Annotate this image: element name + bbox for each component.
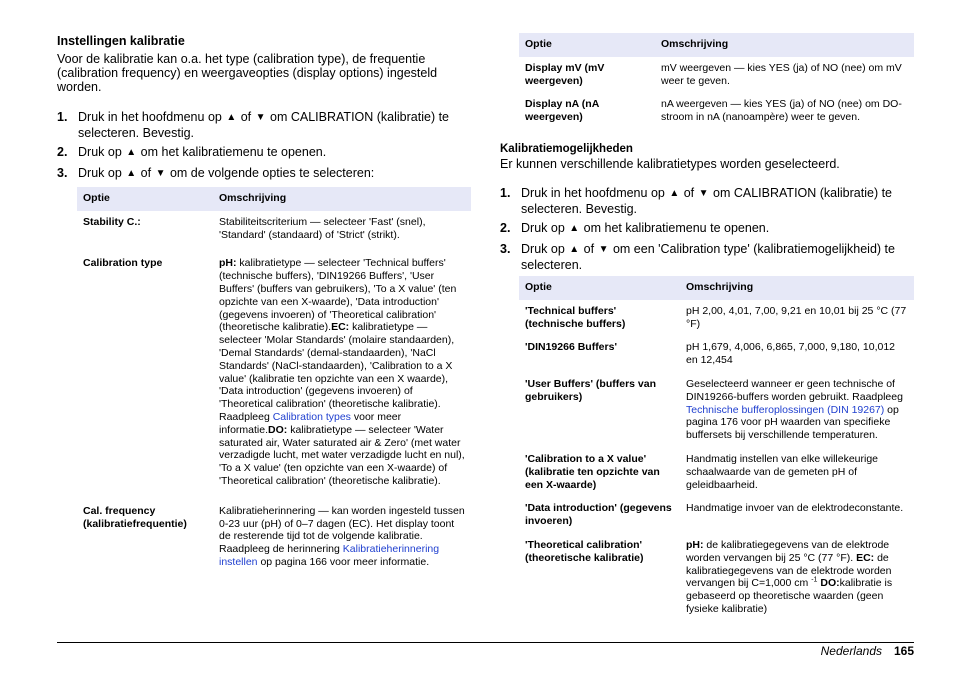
option-cell: Display nA (nA weergeven) [525, 98, 599, 124]
section-title: Instellingen kalibratie [57, 34, 185, 48]
footer-language: Nederlands [820, 644, 882, 658]
step-number: 2. [500, 221, 511, 235]
table-row [519, 300, 914, 337]
step-1: 1. Druk in het hoofdmenu op ▲ of ▼ om CALIBRATION (kalibratie) te selecteren. Bevestig. [57, 110, 450, 140]
table-row [519, 93, 914, 130]
header-description: Omschrijving [213, 187, 471, 211]
table-header-row [77, 187, 471, 211]
step-number: 3. [57, 166, 68, 180]
option-cell: 'Theoretical calibration' (theoretische kalibratie) [525, 538, 644, 564]
description-cell: Kalibratieherinnering — kan worden ingesteld tussen 0-23 uur (pH) of 0–7 dagen (EC). Het display toont de resterende tijd tot de volgende kalibratie. Raadpleeg de herinnering Kalibratieherinnering instellen op pagina 166 voor meer informatie. [219, 504, 465, 568]
option-cell: 'Calibration to a X value' (kalibratie ten opzichte van een X-waarde) [525, 452, 660, 491]
up-arrow-icon: ▲ [126, 168, 137, 179]
table-row [519, 534, 914, 622]
step-2: 2. Druk op ▲ om het kalibratiemenu te openen. [500, 221, 770, 235]
table-row [519, 497, 914, 534]
option-cell: Display mV (mV weergeven) [525, 61, 605, 87]
display-options-table [519, 33, 914, 130]
table-row [77, 247, 471, 493]
subsection-title: Kalibratiemogelijkheden [500, 143, 633, 155]
down-arrow-icon: ▼ [598, 244, 609, 255]
option-cell: Stability C.: [83, 215, 141, 228]
table-row [77, 211, 471, 248]
step-number: 3. [500, 242, 511, 256]
option-cell: Calibration type [83, 257, 163, 270]
intro-paragraph: Voor de kalibratie kan o.a. het type (calibration type), de frequentie (calibration frequency) en weergaveopties (display options) ingesteld worden. [57, 52, 438, 94]
up-arrow-icon: ▲ [126, 147, 137, 158]
technical-buffer-solutions-link[interactable]: Technische bufferoplossingen (DIN 19267) [686, 403, 885, 416]
table-row [519, 57, 914, 94]
description-cell: pH: de kalibratiegegevens van de elektrode worden vervangen bij 25 °C (77 °F). EC: de kalibratiegegevens van de elektrode worden vervangen bij C=1,000 cm $^{-1}$ DO:kalibratie is gebaseerd op theoretische waarden (geen fysieke kalibratie) [686, 538, 893, 615]
table-row [519, 448, 914, 497]
step-1: 1. Druk in het hoofdmenu op ▲ of ▼ om CALIBRATION (kalibratie) te selecteren. Bevestig. [500, 186, 893, 216]
header-description: Omschrijving [655, 33, 914, 57]
page-number: 165 [893, 644, 914, 658]
table-row [519, 373, 914, 448]
description-cell: mV weergeven — kies YES (ja) of NO (nee) om mV weer te geven. [661, 61, 902, 87]
step-3: 3. Druk op ▲ of ▼ om de volgende opties te selecteren: [57, 166, 375, 180]
description-cell: Handmatig instellen van elke willekeurige schaalwaarde van de gemeten pH of geleidbaarheid. [686, 452, 879, 491]
step-number: 1. [57, 110, 68, 124]
down-arrow-icon: ▼ [155, 168, 166, 179]
header-option: Optie [519, 33, 655, 57]
calibration-types-table [519, 276, 914, 622]
description-cell: nA weergeven — kies YES (ja) of NO (nee) om DO-stroom in nA (nanoampère) weer te geven. [661, 98, 902, 124]
description-cell: pH: kalibratietype — selecteer 'Technical buffers' (technische buffers), 'DIN19266 Buffers', 'User Buffers' (buffers van gebruikers), 'To a X value' (ten opzichte van een X-waarde), 'Data introduction' (gegevens invoeren) of 'Theoretical calibration' (theoretische kalibratie).EC: kalibratietype — selecteer 'Molar Standards' (molaire standaarden), 'Demal Standards' (demal-standaarden), 'NaCl Standards' (NaCl-standaarden), 'Calibration to a X value' (kalibratie ten opzichte van een X waarde), 'Data introduction' (gegevens invoeren) of 'Theoretical calibration' (theoretische kalibratie). Raadpleeg Calibration types voor meer informatie.DO: kalibratietype — selecteer 'Water saturated air, Water saturated air & Zero' (met water verzadigde lucht, met water verzadigde lucht en nul), 'To a X value' (ten opzichte van een X-waarde) of 'Theoretical calibration' (theoretische kalibratie). [219, 257, 465, 487]
table-header-row [519, 276, 914, 300]
subsection-intro: Er kunnen verschillende kalibratietypes worden geselecteerd. [500, 157, 840, 171]
up-arrow-icon: ▲ [569, 244, 580, 255]
description-cell: Handmatige invoer van de elektrodeconstante. [686, 502, 904, 515]
option-cell: 'Data introduction' (gegevens invoeren) [525, 502, 672, 528]
step-number: 2. [57, 145, 68, 159]
description-cell: Stabiliteitscriterium — selecteer 'Fast' (snel), 'Standard' (standaard) of 'Strict' (strikt). [219, 215, 426, 241]
step-2: 2. Druk op ▲ om het kalibratiemenu te openen. [57, 145, 327, 159]
option-cell: Cal. frequency (kalibratiefrequentie) [83, 504, 187, 530]
down-arrow-icon: ▼ [698, 188, 709, 199]
footer-divider [57, 642, 914, 643]
option-cell: 'Technical buffers' (technische buffers) [525, 304, 626, 330]
up-arrow-icon: ▲ [569, 223, 580, 234]
header-option: Optie [519, 276, 680, 300]
header-option: Optie [77, 187, 213, 211]
step-3: 3. Druk op ▲ of ▼ om een 'Calibration type' (kalibratiemogelijkheid) te selecteren. [500, 242, 895, 272]
description-cell: Geselecteerd wanneer er geen technische of DIN19266-buffers worden gebruikt. Raadpleeg Technische bufferoplossingen (DIN 19267) op pagina 176 voor pH waarden van specifieke buffersets bij verschillende temperaturen. [686, 377, 903, 442]
table-row [77, 494, 471, 575]
up-arrow-icon: ▲ [669, 188, 680, 199]
step-number: 1. [500, 186, 511, 200]
table-row [519, 336, 914, 373]
calibration-reminder-link[interactable]: Kalibratieherinnering instellen [219, 543, 440, 568]
steps-list [57, 110, 471, 187]
header-description: Omschrijving [680, 276, 914, 300]
description-cell: pH 2,00, 4,01, 7,00, 9,21 en 10,01 bij 25 °C (77 °F) [686, 304, 907, 330]
calibration-types-link[interactable]: Calibration types [272, 410, 351, 423]
up-arrow-icon: ▲ [226, 112, 237, 123]
option-cell: 'User Buffers' (buffers van gebruikers) [525, 377, 657, 403]
option-cell: 'DIN19266 Buffers' [525, 341, 617, 354]
description-cell: pH 1,679, 4,006, 6,865, 7,000, 9,180, 10,012 en 12,454 [686, 341, 896, 367]
table-header-row [519, 33, 914, 57]
options-table [77, 187, 471, 575]
steps-list [500, 186, 914, 277]
down-arrow-icon: ▼ [255, 112, 266, 123]
